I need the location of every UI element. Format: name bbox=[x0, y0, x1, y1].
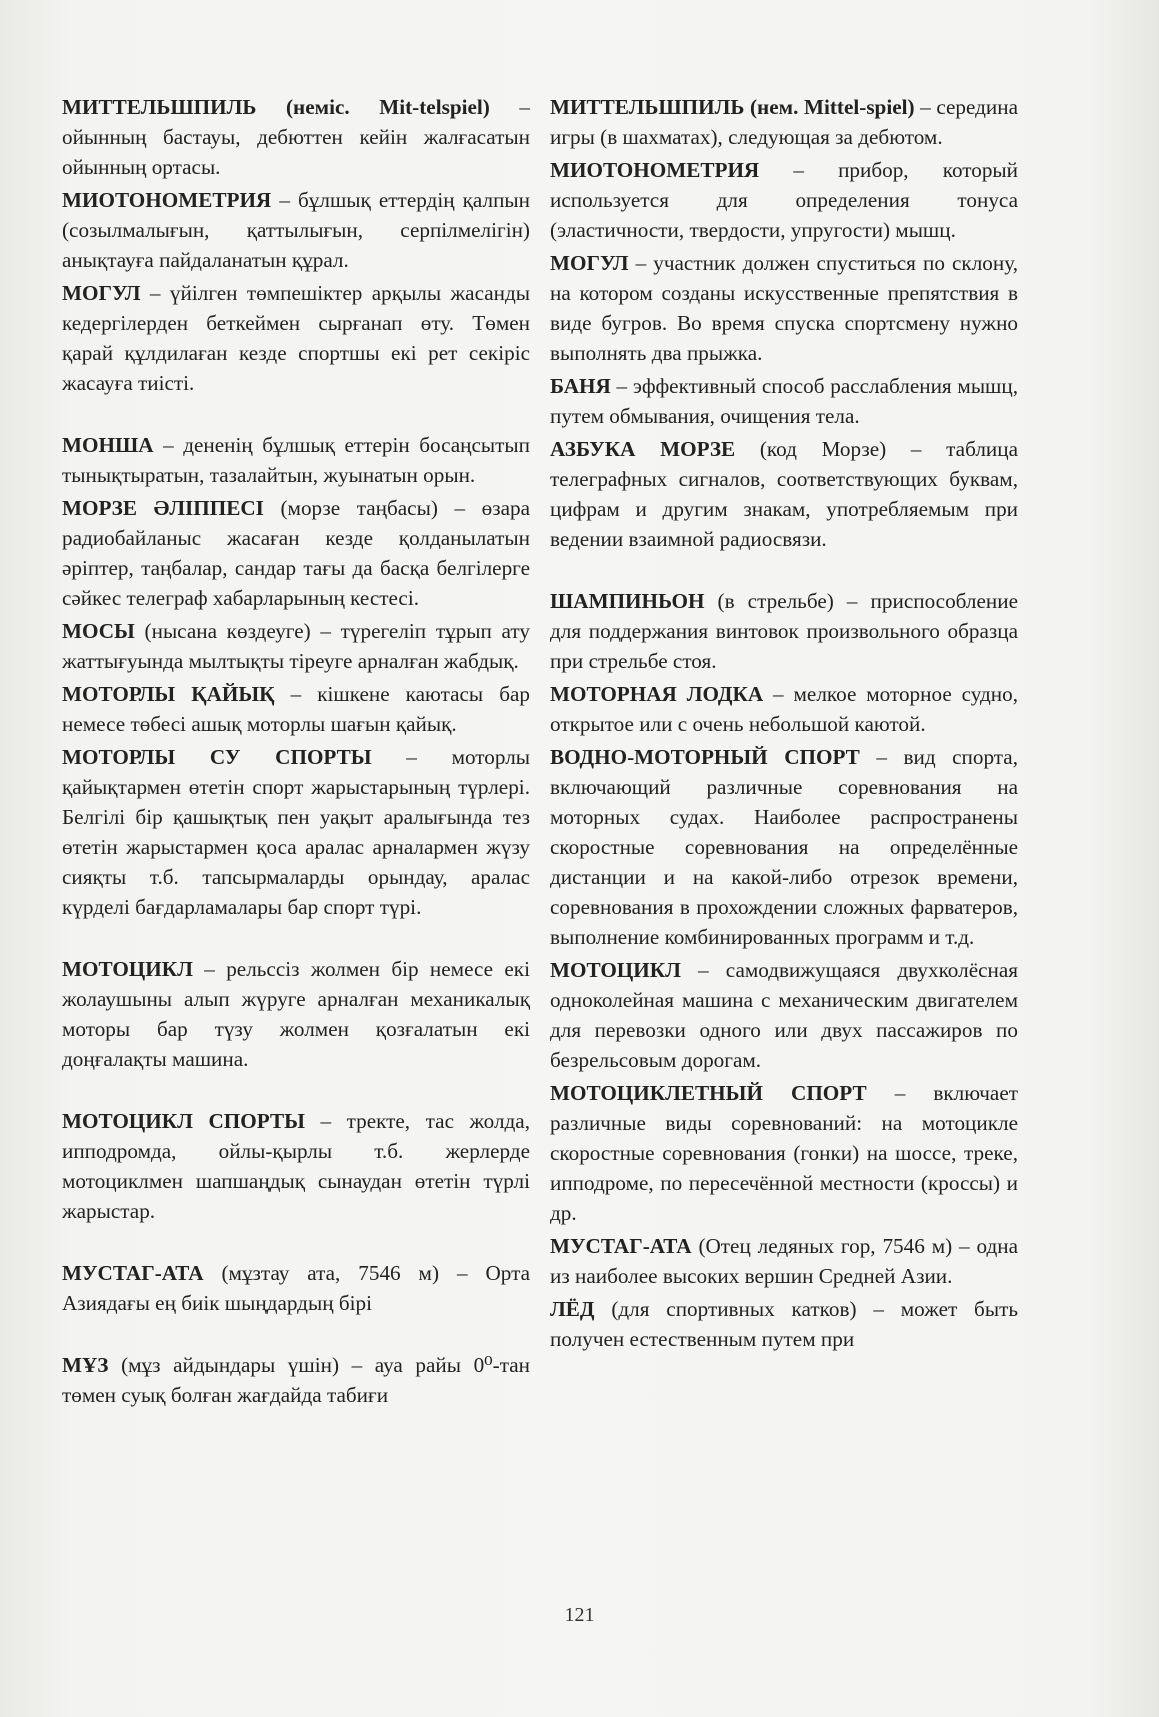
entry-definition: (мұзтау ата, 7546 м) – Орта Азиядағы ең биік шыңдардың бірі bbox=[62, 1261, 530, 1315]
entry-headword: ШАМПИНЬОН bbox=[550, 589, 705, 613]
entry-headword: МОТОЦИКЛ bbox=[550, 958, 681, 982]
entry-miotonometriya-ru bbox=[550, 155, 1018, 245]
entry-mustag-ata-ru bbox=[550, 1231, 1018, 1291]
entry-mustag-ata-kz bbox=[62, 1258, 530, 1318]
entry-headword: МУСТАГ-АТА bbox=[62, 1261, 204, 1285]
entry-headword: МОТОРНАЯ ЛОДКА bbox=[550, 682, 764, 706]
entry-definition: – прибор, который используется для определения тонуса (эластичности, твердости, упругости) мышц. bbox=[550, 158, 1018, 242]
entry-definition: – мелкое моторное судно, открытое или с очень небольшой каютой. bbox=[550, 682, 1018, 736]
entry-mittelspiel-kz bbox=[62, 92, 530, 182]
entry-vodno-motorny-sport-ru bbox=[550, 742, 1018, 952]
russian-column bbox=[550, 92, 1018, 1357]
entry-motorly-su-sporty-kz bbox=[62, 742, 530, 922]
entry-headword: МОНША bbox=[62, 433, 154, 457]
entry-headword: МОГУЛ bbox=[62, 281, 141, 305]
entry-headword: БАНЯ bbox=[550, 374, 611, 398]
entry-headword: МИТТЕЛЬШПИЛЬ (неміс. Mit-telspiel) bbox=[62, 95, 490, 119]
entry-headword: МИОТОНОМЕТРИЯ bbox=[62, 188, 272, 212]
entry-headword: МҰЗ bbox=[62, 1353, 109, 1377]
entry-headword: МОГУЛ bbox=[550, 251, 629, 275]
entry-headword: МИТТЕЛЬШПИЛЬ (нем. Mittel-spiel) bbox=[550, 95, 915, 119]
entry-mototsikl-kz bbox=[62, 954, 530, 1074]
entry-morze-kz bbox=[62, 493, 530, 613]
entry-miotonometriya-kz bbox=[62, 185, 530, 275]
entry-definition: – участник должен спуститься по склону, на котором созданы искусственные препятствия в виде бугров. Во время спуска спортсмену нужно выполнять два прыжка. bbox=[550, 251, 1018, 365]
page-number: 121 bbox=[564, 1604, 595, 1626]
entry-headword: МОСЫ bbox=[62, 619, 135, 643]
entry-definition: – дененің бұлшық еттерін босаңсытып тынықтыратын, тазалайтын, жуынатын орын. bbox=[62, 433, 530, 487]
entry-definition: – включает различные виды соревнований: на мотоцикле скоростные соревнования (гонки) на шоссе, треке, ипподроме, по пересечённой местности (кроссы) и др. bbox=[550, 1081, 1018, 1225]
entry-headword: АЗБУКА МОРЗЕ bbox=[550, 437, 736, 461]
entry-definition: – самодвижущаяся двухколёсная одноколейная машина с механическим двигателем для перевозки одного или двух пассажиров по безрельсовым дорогам. bbox=[550, 958, 1018, 1072]
entry-definition: (морзе таңбасы) – өзара радиобайланыс жасаған кезде қолданылатын әріптер, таңбалар, сандар тағы да басқа белгілерге сәйкес телеграф хабарларының кестесі. bbox=[62, 496, 530, 610]
entry-headword: МОТОЦИКЛЕТНЫЙ СПОРТ bbox=[550, 1081, 867, 1105]
entry-definition: – ойынның бастауы, дебюттен кейін жалғасатын ойынның ортасы. bbox=[62, 95, 531, 179]
entry-headword: МОТОЦИКЛ СПОРТЫ bbox=[62, 1109, 305, 1133]
entry-definition: – эффективный способ расслабления мышц, путем обмывания, очищения тела. bbox=[550, 374, 1018, 428]
entry-definition: – үйілген төмпешіктер арқылы жасанды кедергілерден беткеймен сырғанап өту. Төмен қарай құлдилаған кезде спортшы екі рет секіріс жасауға тиісті. bbox=[62, 281, 530, 395]
entry-mototsikletny-sport-ru bbox=[550, 1078, 1018, 1228]
entry-definition: – рельссіз жолмен бір немесе екі жолаушыны алып жүруге арналған механикалық моторы бар түзу жолмен қозғалатын екі доңғалақты машина. bbox=[62, 957, 530, 1071]
entry-definition: – тректе, тас жолда, ипподромда, ойлы-қырлы т.б. жерлерде мотоциклмен шапшаңдық сынаудан өтетін түрлі жарыстар. bbox=[62, 1109, 531, 1223]
entry-headword: МИОТОНОМЕТРИЯ bbox=[550, 158, 760, 182]
entry-definition: – вид спорта, включающий различные соревнования на моторных судах. Наиболее распространены скоростные соревнования на определённые дистанции и на какой-либо отрезок времени, соревнования в прохождении сложных фарватеров, выполнение комбинированных программ и т.д. bbox=[550, 745, 1019, 949]
entry-definition: (мұз айдындары үшін) – ауа райы 0⁰-тан төмен суық болған жағдайда табиғи bbox=[62, 1353, 530, 1407]
entry-headword: МОТОЦИКЛ bbox=[62, 957, 193, 981]
entry-definition: (код Морзе) – таблица телеграфных сигналов, соответствующих буквам, цифрам и другим знакам, употребляемым при ведении взаимной радиосвязи. bbox=[550, 437, 1018, 551]
entry-headword: МОТОРЛЫ ҚАЙЫҚ bbox=[62, 682, 275, 706]
kazakh-column bbox=[62, 92, 530, 1413]
entry-motornaya-lodka-ru bbox=[550, 679, 1018, 739]
entry-definition: (для спортивных катков) – может быть получен естественным путем при bbox=[550, 1297, 1018, 1351]
entry-definition: – середина игры (в шахматах), следующая за дебютом. bbox=[550, 95, 1018, 149]
entry-definition: – моторлы қайықтармен өтетін спорт жарыстарының түрлері. Белгілі бір қашықтық пен уақыт аралығында тез өтетін жарыстармен қоса аралас арналармен жүзу сияқты т.б. тапсырмаларды орындау, аралас күрделі бағдарламалары бар спорт түрі. bbox=[62, 745, 530, 919]
entry-banya-ru bbox=[550, 371, 1018, 431]
entry-mosy-kz bbox=[62, 616, 530, 676]
entry-headword: МОРЗЕ ӘЛІППЕСІ bbox=[62, 496, 264, 520]
entry-headword: ЛЁД bbox=[550, 1297, 595, 1321]
entry-mototsikl-ru bbox=[550, 955, 1018, 1075]
entry-headword: ВОДНО-МОТОРНЫЙ СПОРТ bbox=[550, 745, 860, 769]
entry-lyod-ru bbox=[550, 1294, 1018, 1354]
entry-definition: – кішкене каютасы бар немесе төбесі ашық моторлы шағын қайық. bbox=[62, 682, 530, 736]
entry-muz-kz bbox=[62, 1350, 530, 1410]
entry-definition: (Отец ледяных гор, 7546 м) – одна из наиболее высоких вершин Средней Азии. bbox=[550, 1234, 1018, 1288]
entry-azbuka-morze-ru bbox=[550, 434, 1018, 554]
entry-definition: (в стрельбе) – приспособление для поддержания винтовок произвольного образца при стрельбе стоя. bbox=[550, 589, 1018, 673]
entry-definition: – бұлшық еттердің қалпын (созылмалығын, қаттылығын, серпілмелігін) анықтауға пайдаланатын құрал. bbox=[62, 188, 530, 272]
entry-mogul-ru bbox=[550, 248, 1018, 368]
entry-definition: (нысана көздеуге) – түрегеліп тұрып ату жаттығуында мылтықты тіреуге арналған жабдық. bbox=[62, 619, 530, 673]
entry-headword: МОТОРЛЫ СУ СПОРТЫ bbox=[62, 745, 372, 769]
entry-motorly-kaiyk-kz bbox=[62, 679, 530, 739]
entry-mototsikl-sporty-kz bbox=[62, 1106, 530, 1226]
entry-monsha-kz bbox=[62, 430, 530, 490]
entry-mittelspiel-ru bbox=[550, 92, 1018, 152]
entry-mogul-kz bbox=[62, 278, 530, 398]
entry-shampinyon-ru bbox=[550, 586, 1018, 676]
entry-headword: МУСТАГ-АТА bbox=[550, 1234, 692, 1258]
